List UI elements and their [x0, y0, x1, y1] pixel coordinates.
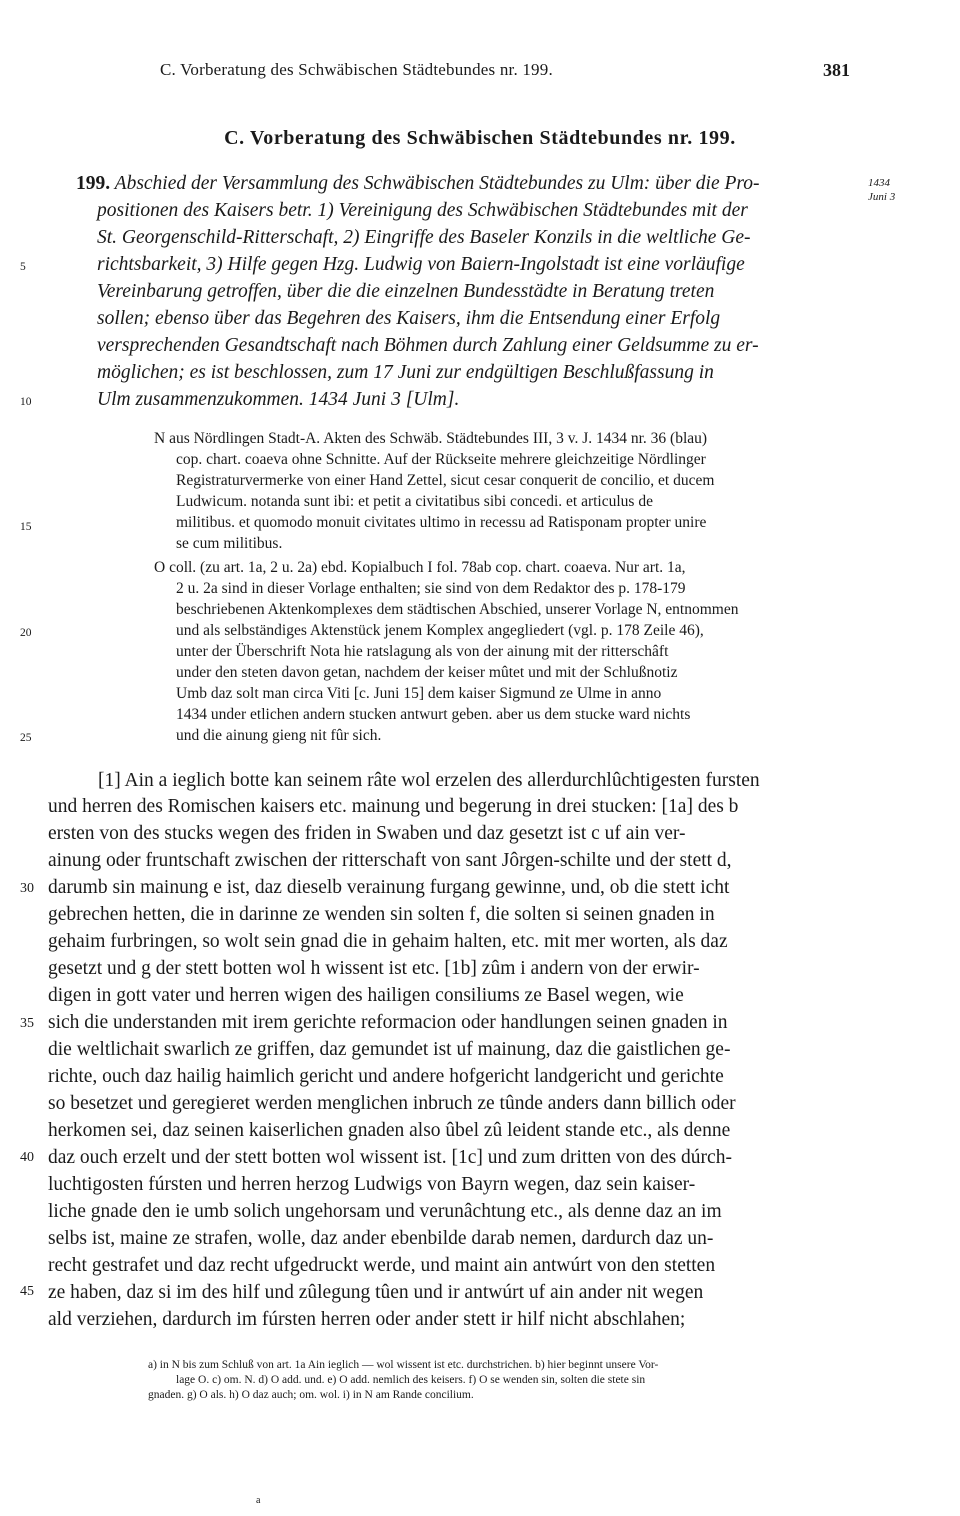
footnote-line: lage O. c) om. N. d) O add. und. e) O add. nemlich des keisers. f) O se wenden sin, solten die stete sin	[176, 1374, 646, 1386]
line-number: 30	[20, 881, 34, 896]
source-note-line: Registraturvermerke von einer Hand Zettel, sicut cesar conquerit de concilio, et ducem	[176, 472, 715, 489]
body-text-line: die weltlichait swarlich ze griffen, daz gemundet ist uf mainung, daz die gaistlichen ge-	[48, 1039, 731, 1060]
source-note-line: und die ainung gieng nit fûr sich.	[176, 727, 382, 744]
body-text-line: liche gnade den ie umb solich ungehorsam und verunâchtung etc., als denne daz an im	[48, 1201, 722, 1222]
regest-line: Ulm zusammenzukommen. 1434 Juni 3 [Ulm].	[97, 389, 460, 410]
body-text-line: darumb sin mainung e ist, daz dieselb verainung furgang gewinne, und, ob die stett icht	[48, 877, 730, 898]
source-note-line: under den steten davon getan, nachdem der keiser mûtet und mit der Schlußnotiz	[176, 664, 678, 681]
source-note-line: 1434 under etlichen andern stucken antwurt geben. aber us dem stucke ward nichts	[176, 706, 691, 723]
regest-line: versprechenden Gesandtschaft nach Böhmen durch Zahlung einer Geldsumme zu er-	[97, 335, 759, 356]
body-text-line: [1] Ain a ieglich botte kan seinem râte wol erzelen des allerdurchlûchtigesten fursten	[98, 770, 760, 791]
regest-line	[76, 174, 760, 194]
line-number: 10	[20, 396, 32, 408]
body-text-line: selbs ist, maine ze strafen, wolle, daz ander ebenbilde darab nemen, dardurch daz un-	[48, 1228, 714, 1249]
body-text-line: herkomen sei, daz seinen kaiserlichen gnaden also ûbel zû leident stande etc., als denne	[48, 1120, 731, 1141]
source-note-line: se cum militibus.	[176, 535, 283, 552]
body-text-line: ersten von des stucks wegen des friden in Swaben und daz gesetzt ist c uf ain ver-	[48, 823, 686, 844]
body-text-line: digen in gott vater und herren wigen des hailigen consiliums ze Basel wegen, wie	[48, 985, 684, 1006]
line-number: 15	[20, 521, 32, 533]
body-text-line: sich die understanden mit irem gerichte reformacion oder handlungen seinen gnaden in	[48, 1012, 728, 1033]
regest-line: möglichen; es ist beschlossen, zum 17 Juni zur endgültigen Beschlußfassung in	[97, 362, 714, 383]
line-number: 25	[20, 732, 32, 744]
body-text-line: ald verziehen, dardurch im fúrsten herren oder ander stett ir hilf nicht abschlahen;	[48, 1309, 686, 1330]
page-number: 381	[823, 60, 850, 80]
footnote-line: gnaden. g) O als. h) O daz auch; om. wol. i) in N am Rande concilium.	[148, 1389, 474, 1401]
body-text-line: gehaim furbringen, so wolt sein gnad die in gehaim halten, etc. mit mer worten, als daz	[48, 931, 728, 952]
margin-date-day: Juni 3	[868, 190, 896, 203]
body-text-line: daz ouch erzelt und der stett botten wol wissent ist. [1c] und zum dritten von des dúrch-	[48, 1147, 732, 1168]
regest-number: 199.	[76, 173, 111, 194]
regest-line: richtsbarkeit, 3) Hilfe gegen Hzg. Ludwig von Baiern-Ingolstadt ist eine vorläufige	[97, 254, 745, 275]
source-note-line: cop. chart. coaeva ohne Schnitte. Auf der Rückseite mehrere gleichzeitige Nördlinger	[176, 451, 706, 468]
source-note-line: unter der Überschrift Nota hie ratslagung als von der ainung mit der ritterschâft	[176, 643, 669, 660]
body-text-line: luchtigosten fúrsten und herren herzog Ludwigs von Bayrn wegen, daz sein kaiser-	[48, 1174, 696, 1195]
body-text-line: und herren des Romischen kaisers etc. mainung und begerung in drei stucken: [1a] des b	[48, 796, 739, 817]
body-text-line: so besetzet und geregieret werden menglichen inbruch ze tûnde anders dann billich oder	[48, 1093, 736, 1114]
margin-date-year: 1434	[868, 177, 890, 189]
body-text-line: gebrechen hetten, die in darinne ze wenden sin solten f, die solten si seinen gnaden in	[48, 904, 715, 925]
source-note-line: O coll. (zu art. 1a, 2 u. 2a) ebd. Kopialbuch I fol. 78ab cop. chart. coaeva. Nur art. 1a,	[154, 559, 686, 576]
source-note-line: beschriebenen Aktenkomplexes dem städtischen Abschied, unserer Vorlage N, entnommen	[176, 601, 739, 618]
regest-line: sollen; ebenso über das Begehren des Kaisers, ihm die Entsendung einer Erfolg	[97, 308, 721, 329]
running-head-title: C. Vorberatung des Schwäbischen Städtebundes nr. 199.	[160, 60, 553, 79]
source-note-line: und als selbständiges Aktenstück jenem Komplex angegliedert (vgl. p. 178 Zeile 46),	[176, 622, 704, 639]
regest-line: St. Georgenschild-Ritterschaft, 2) Eingriffe des Baseler Konzils in die weltliche Ge-	[97, 227, 751, 248]
bottom-mark: a	[256, 1495, 261, 1506]
line-number: 20	[20, 627, 32, 639]
source-note-line: N aus Nördlingen Stadt-A. Akten des Schwäb. Städtebundes III, 3 v. J. 1434 nr. 36 (blau)	[154, 430, 708, 447]
source-note-line: 2 u. 2a sind in dieser Vorlage enthalten; sie sind von dem Redaktor des p. 178-179	[176, 580, 686, 597]
body-text-line: gesetzt und g der stett botten wol h wissent ist etc. [1b] zûm i andern von der erwir-	[48, 958, 700, 979]
running-head	[160, 60, 850, 80]
line-number: 5	[20, 261, 26, 273]
regest-line: Vereinbarung getroffen, über die die einzelnen Bundesstädte in Beratung treten	[97, 281, 715, 302]
margin-date	[868, 177, 895, 205]
body-text-line: ainung oder fruntschaft zwischen der ritterschaft von sant Jôrgen-schilte und der stett d,	[48, 850, 732, 871]
line-number: 45	[20, 1284, 34, 1299]
regest-line-text: Abschied der Versammlung des Schwäbischen Städtebundes zu Ulm: über die Pro-	[114, 173, 760, 194]
line-number: 35	[20, 1016, 34, 1031]
body-text-line: recht gestrafet und daz recht ufgedruckt werde, und maint ain antwúrt von den stetten	[48, 1255, 716, 1276]
line-number: 40	[20, 1150, 34, 1165]
section-title: C. Vorberatung des Schwäbischen Städtebundes nr. 199.	[224, 127, 736, 149]
body-text-line: ze haben, daz si im des hilf und zûlegung tûen und ir antwúrt uf ain ander nit wegen	[48, 1282, 704, 1303]
source-note-line: Ludwicum. notanda sunt ibi: et petit a civitatibus sibi concedi. et articulus de	[176, 493, 653, 510]
footnote-line: a) in N bis zum Schluß von art. 1a Ain ieglich — wol wissent ist etc. durchstrichen. b) hier beginnt unsere Vor-	[148, 1359, 659, 1371]
body-text-line: richte, ouch daz hailig haimlich gericht und andere hofgericht landgericht und gerichte	[48, 1066, 724, 1087]
source-note-line: militibus. et quomodo monuit civitates ultimo in recessu ad Ratisponam propter unire	[176, 514, 707, 531]
source-note-line: Umb daz solt man circa Viti [c. Juni 15] dem kaiser Sigmund ze Ulme in anno	[176, 685, 662, 702]
regest-line: positionen des Kaisers betr. 1) Vereinigung des Schwäbischen Städtebundes mit der	[97, 200, 748, 221]
